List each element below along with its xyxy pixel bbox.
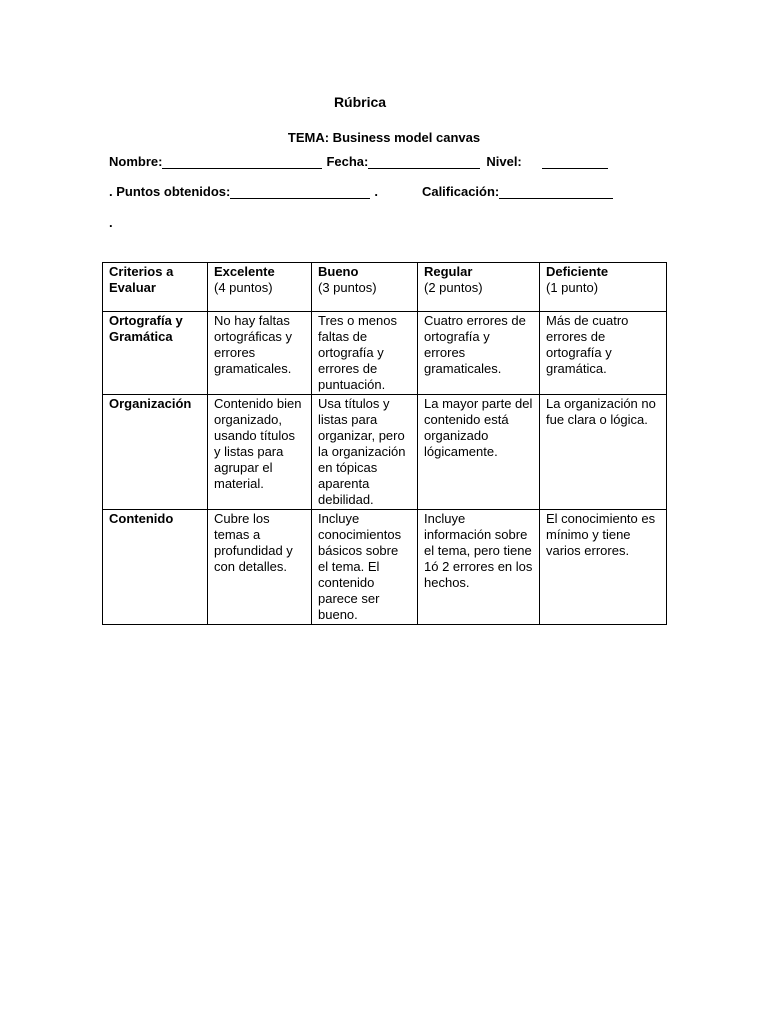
table-cell: La mayor parte del contenido está organizado lógicamente. (418, 395, 540, 510)
table-header-row (103, 263, 667, 312)
score-info-row (109, 184, 613, 199)
table-cell: Contenido bien organizado, usando títulos y listas para agrupar el material. (208, 395, 312, 510)
header-cell (418, 263, 540, 312)
table-row (103, 510, 667, 625)
table-cell: Tres o menos faltas de ortografía y errores de puntuación. (312, 312, 418, 395)
header-title: Regular (424, 264, 473, 279)
header-title: Deficiente (546, 264, 609, 279)
table-cell: Usa títulos y listas para organizar, pero la organización en tópicas aparenta debilidad. (312, 395, 418, 510)
header-points: (3 puntos) (318, 280, 377, 295)
calificacion-blank[interactable] (499, 184, 613, 199)
criterion-cell: Contenido (103, 510, 208, 625)
header-cell (208, 263, 312, 312)
stray-dot: . (109, 215, 113, 230)
document-title: Rúbrica (333, 94, 387, 110)
puntos-label: . Puntos obtenidos: (109, 184, 231, 199)
nivel-blank[interactable] (542, 154, 608, 169)
header-title: Bueno (318, 264, 359, 279)
table-row (103, 395, 667, 510)
table-cell: Cubre los temas a profundidad y con detalles. (208, 510, 312, 625)
puntos-trailing-dot: . (374, 184, 378, 199)
fecha-blank[interactable] (368, 154, 480, 169)
table-cell: Incluye información sobre el tema, pero tiene 1ó 2 errores en los hechos. (418, 510, 540, 625)
student-info-row (109, 154, 608, 169)
fecha-label: Fecha: (326, 154, 369, 169)
table-cell: Cuatro errores de ortografía y errores gramaticales. (418, 312, 540, 395)
table-cell: Incluye conocimientos básicos sobre el tema. El contenido parece ser bueno. (312, 510, 418, 625)
header-cell (103, 263, 208, 312)
table-cell: La organización no fue clara o lógica. (540, 395, 667, 510)
nivel-label: Nivel: (486, 154, 522, 169)
table-cell: Más de cuatro errores de ortografía y gramática. (540, 312, 667, 395)
header-points: (1 punto) (546, 280, 599, 295)
header-title: Criterios a Evaluar (109, 264, 174, 295)
header-points: (2 puntos) (424, 280, 483, 295)
rubric-table (102, 262, 667, 625)
header-title: Excelente (214, 264, 275, 279)
nombre-blank[interactable] (162, 154, 322, 169)
puntos-blank[interactable] (230, 184, 370, 199)
document-subtitle: TEMA: Business model canvas (287, 130, 481, 145)
table-cell: El conocimiento es mínimo y tiene varios errores. (540, 510, 667, 625)
header-cell (312, 263, 418, 312)
calificacion-label: Calificación: (421, 184, 500, 199)
nombre-label: Nombre: (109, 154, 163, 169)
header-cell (540, 263, 667, 312)
table-cell: No hay faltas ortográficas y errores gramaticales. (208, 312, 312, 395)
criterion-cell: Organización (103, 395, 208, 510)
table-row (103, 312, 667, 395)
header-points: (4 puntos) (214, 280, 273, 295)
criterion-cell: Ortografía y Gramática (103, 312, 208, 395)
